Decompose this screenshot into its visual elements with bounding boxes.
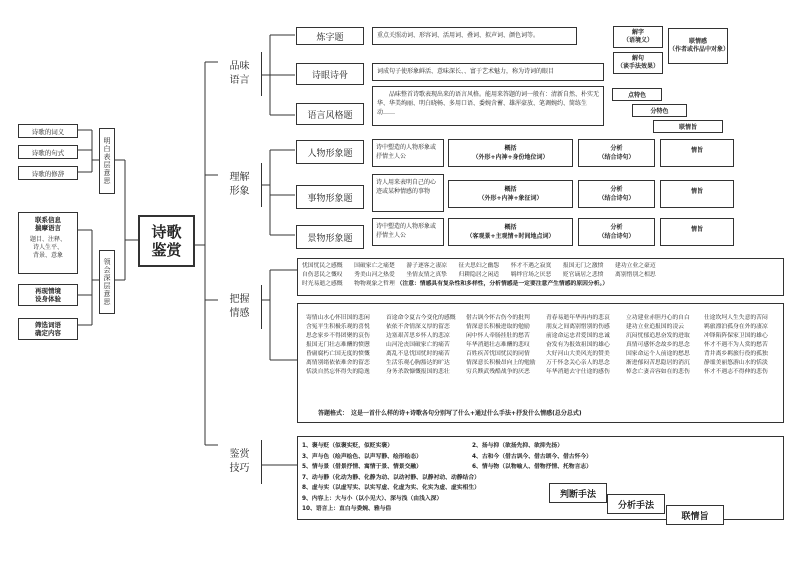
fengge-desc-box bbox=[372, 86, 604, 126]
tag-jiezi: 解字 （语境义） bbox=[613, 26, 663, 48]
left-item: 诗歌的词义 bbox=[18, 124, 78, 138]
left-group bbox=[18, 212, 78, 274]
tag-dian-tese: 点特色 bbox=[612, 88, 662, 101]
jiqiao-item: 2、扬与抑（欲扬先抑、欲抑先扬） bbox=[472, 443, 563, 449]
left-group-body: 题目、注释、 诗人生平、 背景、意象 bbox=[29, 236, 66, 259]
shiwu-desc: 诗人用来表明自己的心迹或某种情感的事物 bbox=[376, 179, 437, 195]
renwu-col1: 概括 （外形+内神+身份地位词） bbox=[448, 139, 573, 167]
vertical-label bbox=[99, 250, 115, 314]
left-group-title: 筛选词语 确定内容 bbox=[18, 318, 78, 340]
lianzi-desc: 重点关照动词、形容词、活用词、叠词、拟声词、颜色词等。 bbox=[377, 32, 540, 39]
qinggan-types-box bbox=[297, 258, 784, 296]
jiqiao-item: 1、褒与贬（似褒实贬，似贬实褒） bbox=[302, 443, 393, 449]
tag-jieju: 解句 （谈手法效果） bbox=[613, 52, 663, 74]
jingwu-title: 景物形象题 bbox=[296, 225, 364, 249]
fengge-desc: 品味整首诗歌表现出来的语言风格。能用来答题的词一般有：清新自然、朴实无华、华美绚丽、明白晓畅、多用口语、委婉含蓄、雄浑豪放、笔调婉约、简练生动…… bbox=[377, 91, 600, 116]
shiwu-col3-box bbox=[660, 180, 734, 208]
jingwu-col3-box bbox=[660, 218, 734, 246]
renwu-col2: 分析 （结合诗句） bbox=[578, 139, 655, 167]
qinggan-col: 首途命令夏古今变化的感慨 依依不舍情深义厚的留恋 边塞艰苦思乡怀人的悲凉 山河沦丧国破家亡的痛苦 离乱不息忧国忧时的痛苦 生活乐观心胸豁达的旷达 身务杀敌慷慨报国的悲壮 bbox=[386, 315, 456, 375]
shiyan-desc: 词成句子使形象鲜活、意味深长、、富于艺术魅力，称为诗词的眼目 bbox=[377, 68, 555, 75]
jiqiao-item: 10、语言上：直白与委婉、雅与俗 bbox=[302, 506, 392, 512]
qinggan-row: 时光易逝之感慨 物物观象之哲理 bbox=[302, 281, 395, 287]
left-item: 诗歌的句式 bbox=[18, 145, 78, 159]
left-item: 诗歌的修辞 bbox=[18, 166, 78, 180]
jiqiao-item: 7、动与静（化动为静、化静为动、以动衬静、以静衬动、动静结合） bbox=[302, 474, 480, 481]
jiqiao-item: 3、声与色（绘声绘色、以声写静、绘形绘态） bbox=[302, 453, 422, 460]
lianzi-title: 炼字题 bbox=[296, 27, 364, 45]
shiwu-col2: 分析 （结合诗句） bbox=[578, 180, 655, 208]
branch-bawo: 把握 情感 bbox=[218, 285, 262, 329]
vertical-label-text: 领会深层意思 bbox=[103, 258, 111, 306]
left-group-title: 再现情境 设身体验 bbox=[18, 284, 78, 306]
jingwu-desc: 诗中塑造的人物形象或抒情主人公 bbox=[376, 223, 437, 239]
renwu-title: 人物形象题 bbox=[296, 140, 364, 164]
renwu-col3-box bbox=[660, 139, 734, 167]
tag-lian-qingzhi-2: 联情旨 bbox=[666, 505, 724, 525]
shiwu-desc-box bbox=[372, 174, 444, 212]
renwu-desc: 诗中塑造的人物形象或抒情主人公 bbox=[376, 144, 437, 160]
qinggan-row: 忧国忧民之感慨 国破家亡之痛楚 游子逐客之凄凉 征夫思妇之幽怨 怀才不遇之寂寞 报国无门之激愤 建功立业之豪迈 bbox=[302, 263, 656, 269]
qinggan-col: 青春易逝年华再冉的悲哀 朋友之间离别惜别的伤感 前途命运忠君爱国的忠诚 奋发有为报效祖国的雄心 大好河山大美风光的赞美 万千怀念关心亲人的思念 年华消逝去守仕途的感伤 bbox=[546, 315, 610, 375]
tag-fen-tese: 分特色 bbox=[632, 104, 687, 117]
qinggan-col: 仕途坎坷人生失意的苦闷 羁旅漂泊孤身在外的凄凉 冲锋陷阵保家卫国的雄心 怀才不遇不为人赏的愁苦 背井离乡羁旅行役的孤独 静谧美丽悠游山水的恬淡 怀才不遇志不得伸的悲伤 bbox=[704, 315, 768, 375]
jingwu-desc-box bbox=[372, 218, 444, 246]
qinggan-grid-box bbox=[297, 303, 784, 423]
left-group-title: 联系信息 揣摩语言 bbox=[35, 216, 61, 232]
branch-pinwei: 品味 语言 bbox=[218, 52, 262, 96]
jingwu-col1: 概括 （客观景+主观情+时间地点词） bbox=[448, 218, 573, 246]
lianzi-desc-box bbox=[372, 27, 577, 45]
branch-lijie: 理解 形象 bbox=[218, 163, 262, 207]
tag-panduan-shoufa: 判断手法 bbox=[549, 483, 607, 503]
jingwu-col2: 分析 （结合诗句） bbox=[578, 218, 655, 246]
jiqiao-item: 5、情与景（借景抒情、寓情于景、情景交融） bbox=[302, 464, 422, 470]
tag-fenxi-shoufa: 分析手法 bbox=[607, 494, 665, 514]
fengge-title: 语言风格题 bbox=[296, 103, 364, 125]
jiqiao-item: 4、古和今（借古讽今、借古颂今、借古怀今） bbox=[472, 453, 592, 460]
jiqiao-item: 6、情与物（以物喻人、借物抒情、托物言志） bbox=[472, 464, 592, 470]
vertical-label bbox=[99, 128, 115, 194]
tag-lian-qingzhi: 联情旨 bbox=[653, 120, 723, 133]
qinggan-col: 寄情山水心怀旧国的悲闲 含冤平生积极乐观的喜悦 思念家乡不得团聚的哀伤 报国无门壮志难酬的愤懑 昏庸腐朽亡国无度的愤慨 离情别绪依依难舍的留恋 恬淡自然忘怀得失的隐逸 bbox=[306, 315, 370, 375]
vertical-label-text: 明白表层意思 bbox=[103, 137, 111, 185]
shiwu-col1: 概括 （外形+内神+象征词） bbox=[448, 180, 573, 208]
shiwu-title: 事物形象题 bbox=[296, 185, 364, 209]
dati-geshi: 答题格式： 这是一首什么样的诗+诗歌各句分别写了什么+通过什么手法+抒发什么情感(总分总式) bbox=[318, 410, 582, 417]
renwu-desc-box bbox=[372, 139, 444, 167]
shiyan-title: 诗眼诗骨 bbox=[296, 63, 364, 85]
qinggan-row: 自伤悲民之慨叹 秀美山河之热爱 坐情友情之真挚 归耕隐居之闲适 羁绊官场之厌恶 贬官谪居之悲愤 离别惜别之相思 bbox=[302, 272, 656, 278]
root-title: 诗歌 鉴赏 bbox=[138, 215, 195, 267]
jingwu-col3: 情旨 bbox=[690, 226, 703, 233]
branch-jishang: 鉴赏 技巧 bbox=[218, 440, 262, 484]
qinggan-note: （注意：情感具有复杂性和多样性，分析情感是一定要注意产生情感的原因分析。） bbox=[396, 281, 609, 287]
renwu-col3: 情旨 bbox=[690, 147, 703, 154]
tag-lianqinggan: 联情感 （作者或作品中对象） bbox=[668, 28, 728, 64]
qinggan-col: 借古讽今怀古伤今的批判 情深意长积极进取的勉励 闲中怀人牵肠挂肚的愁苦 年华消逝壮志难酬的悲叹 百姓疾苦忧国忧民的同情 情深意长积极昂向上的勉励 穷兵黩武残酷战争的厌恶 bbox=[466, 315, 536, 375]
shiwu-col3: 情旨 bbox=[690, 188, 703, 195]
shiyan-desc-box bbox=[372, 63, 604, 81]
qinggan-col: 立功建业赤胆丹心的自白 建功立业追报国的凌云 沉闷忧郁追思奋发的进取 真情可感怀念故乡的思念 国家命运个人前途的愁思 渐进郁闷苦思隐居的消沉 悼念亡妻音容如在的悲伤 bbox=[626, 315, 690, 375]
jiqiao-item: 8、虚与实（以虚写实、以实写虚、化虚为实、化实为虚、虚实相生） bbox=[302, 485, 480, 491]
jiqiao-item: 9、内容上：大与小（以小见大）、深与浅（由浅入深） bbox=[302, 495, 443, 502]
